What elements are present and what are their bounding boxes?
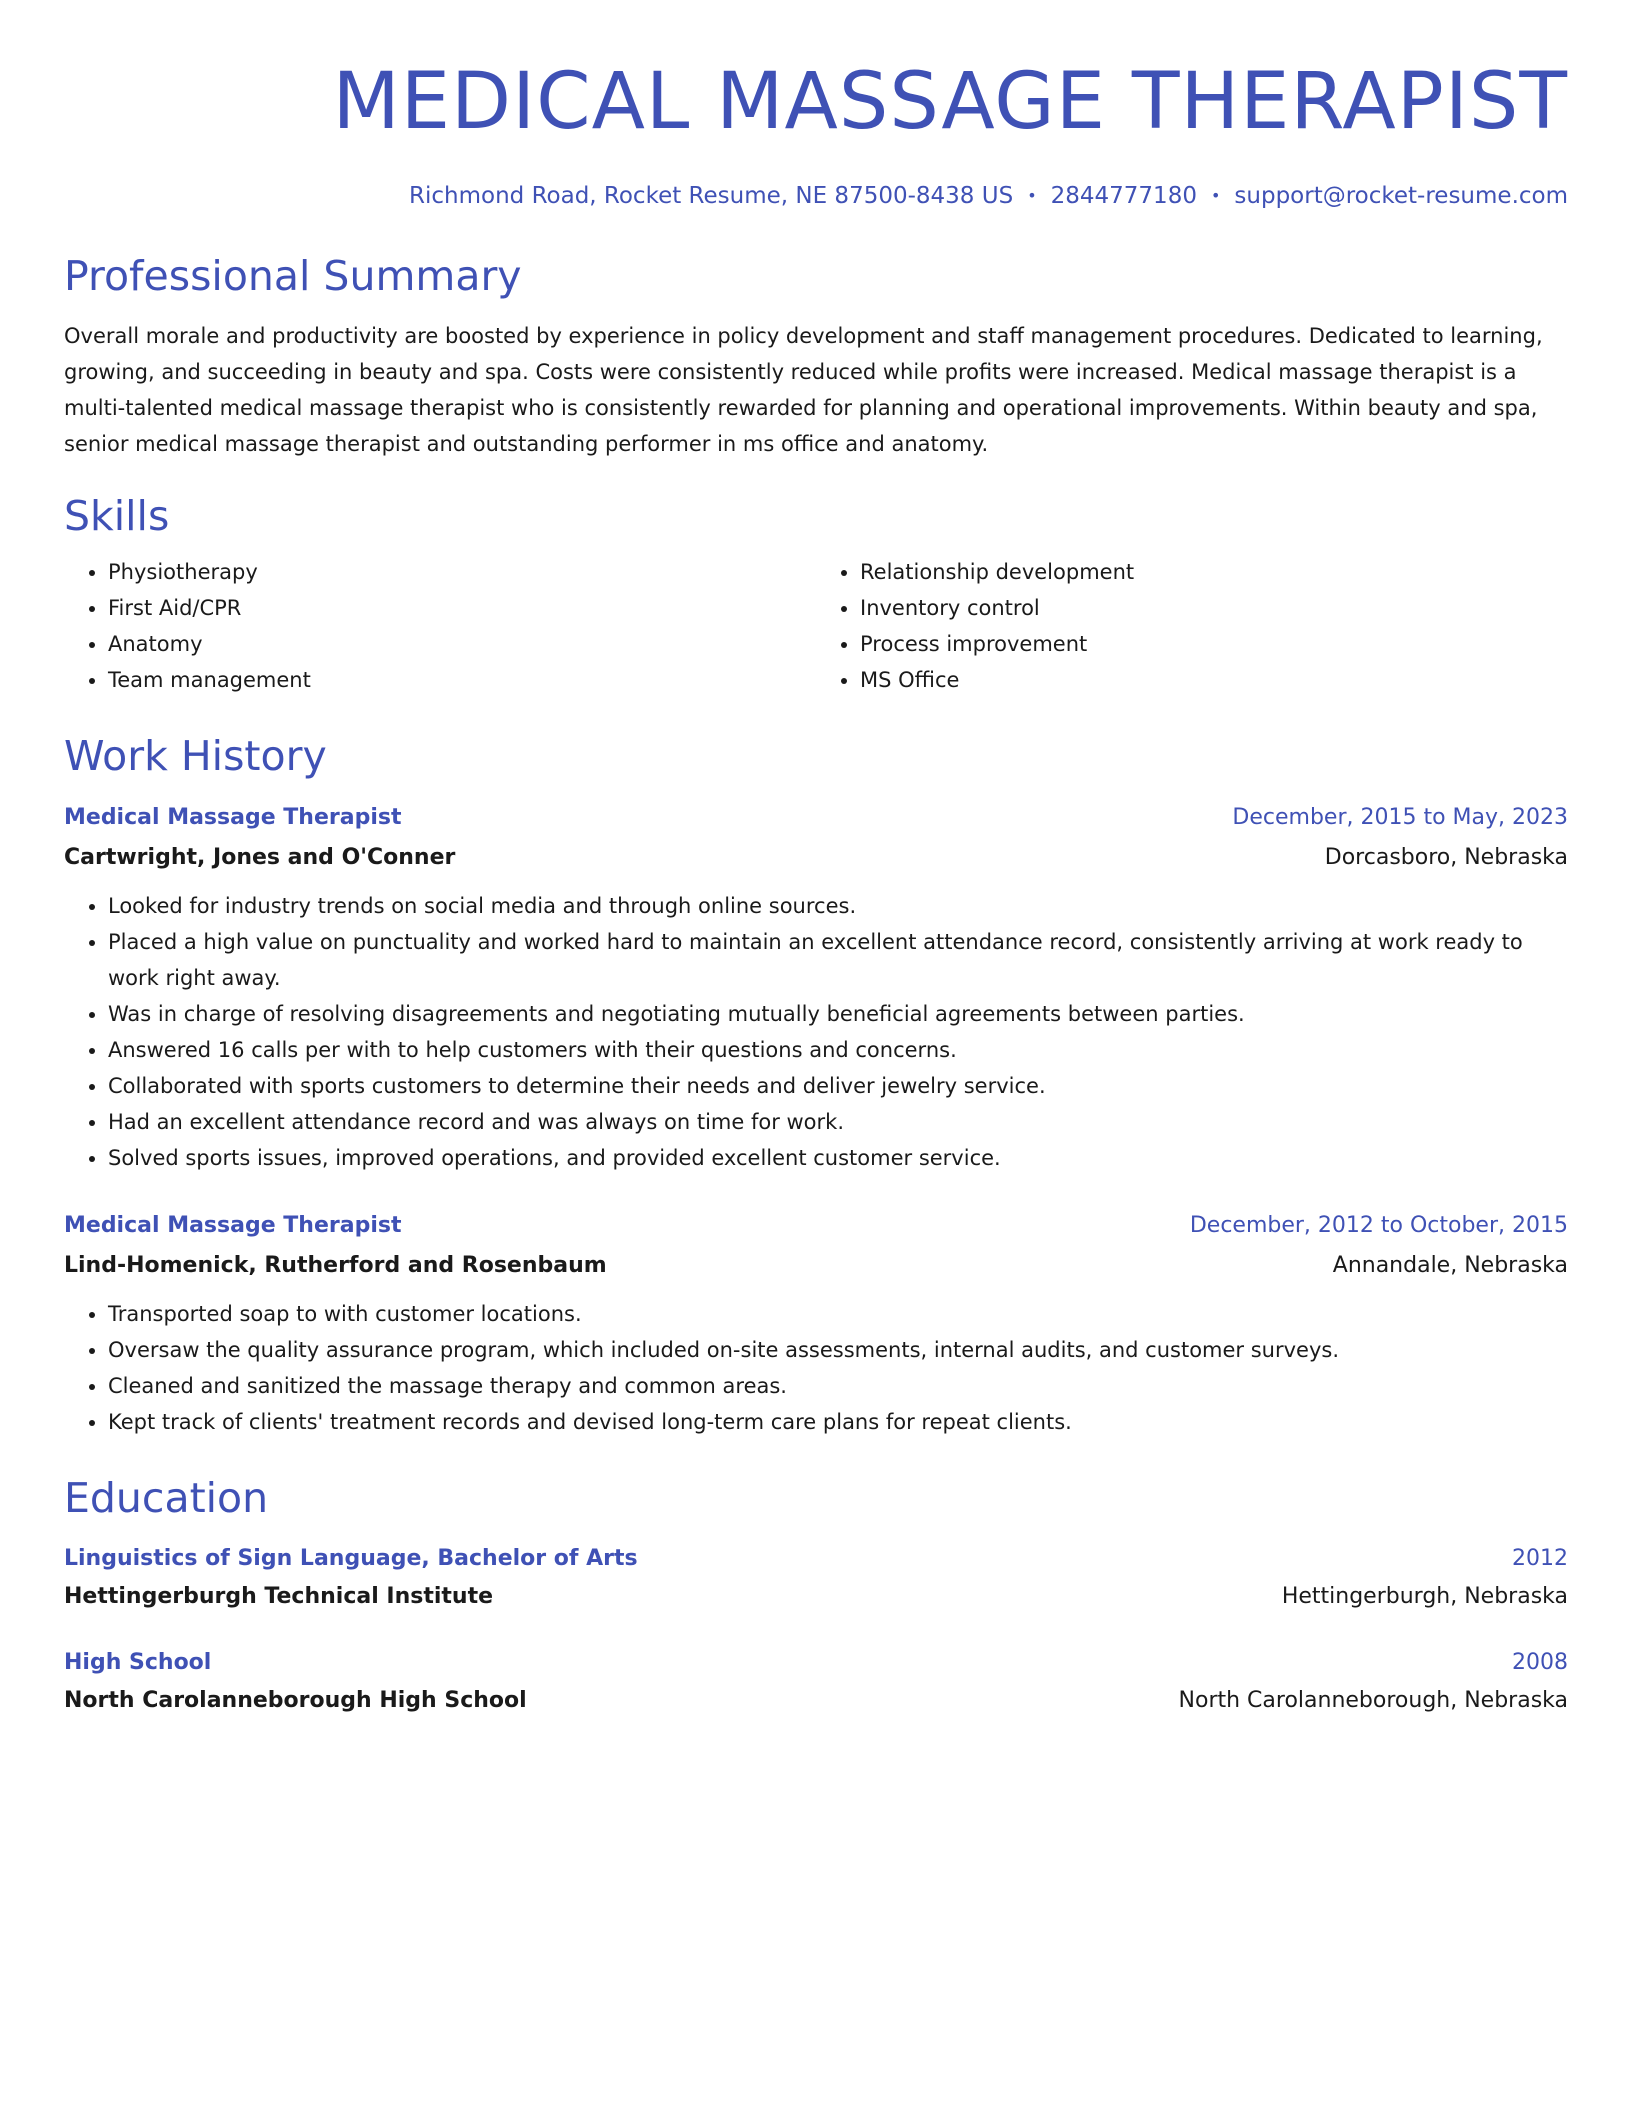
skill-item: • Anatomy [108, 626, 816, 662]
education-section [64, 1470, 1568, 1720]
skills-list-right [816, 554, 1568, 698]
work-history-section [64, 728, 1568, 1440]
job-bullet: • Solved sports issues, improved operations, and provided excellent customer service. [108, 1140, 1528, 1176]
job-title: Medical Massage Therapist [64, 805, 402, 830]
job-bullet: • Cleaned and sanitized the massage therapy and common areas. [108, 1368, 1528, 1404]
section-title-education: Education [64, 1474, 269, 1522]
address: Richmond Road, Rocket Resume, NE 87500-8438 US [409, 183, 1014, 209]
job-dates: December, 2015 to May, 2023 [1232, 805, 1568, 830]
degree: High School [64, 1650, 212, 1675]
section-title-work-history: Work History [64, 732, 327, 780]
skill-item: • Process improvement [860, 626, 1568, 662]
job-bullets [64, 1296, 1568, 1440]
job-bullets [64, 888, 1568, 1176]
education-header-row [64, 1644, 1568, 1682]
bullet-separator: • [1210, 186, 1221, 205]
job-location: Dorcasboro, Nebraska [1324, 845, 1568, 870]
skills-columns [64, 554, 1568, 698]
resume-header [64, 54, 1568, 212]
summary-text: Overall morale and productivity are boosted by experience in policy development and staff management procedures. Dedicated to learning, growing, and succeeding in beauty and spa. Costs were consistently reduced while profits were increased. Medical massage therapist is a multi-talented medical massage therapist who is consistently rewarded for planning and operational improvements. Within beauty and spa, senior medical massage therapist and outstanding performer in ms office and anatomy. [64, 324, 1543, 456]
job-bullet: • Placed a high value on punctuality and worked hard to maintain an excellent attendance record, consistently arriving at work ready to work right away. [108, 924, 1528, 996]
education-header-row [64, 1540, 1568, 1578]
graduation-year: 2008 [1512, 1650, 1568, 1675]
skill-item: • Inventory control [860, 590, 1568, 626]
skill-item: • Physiotherapy [108, 554, 816, 590]
skill-item: • Team management [108, 662, 816, 698]
school-location: North Carolanneborough, Nebraska [1178, 1688, 1568, 1713]
job-bullet: • Was in charge of resolving disagreements and negotiating mutually beneficial agreements between parties. [108, 996, 1528, 1032]
job-header-row [64, 1206, 1568, 1246]
degree: Linguistics of Sign Language, Bachelor of Arts [64, 1546, 638, 1571]
job-header-row [64, 798, 1568, 838]
education-school-row [64, 1682, 1568, 1720]
education-entry [64, 1540, 1568, 1616]
phone[interactable]: 2844777180 [1050, 183, 1197, 209]
job-bullet: • Looked for industry trends on social media and through online sources. [108, 888, 1528, 924]
job-dates: December, 2012 to October, 2015 [1189, 1213, 1568, 1238]
skill-item: • MS Office [860, 662, 1568, 698]
job-bullet: • Oversaw the quality assurance program, which included on-site assessments, internal audits, and customer surveys. [108, 1332, 1528, 1368]
email-link[interactable]: support@rocket-resume.com [1234, 183, 1568, 209]
skill-item: • Relationship development [860, 554, 1568, 590]
job-company-row [64, 1246, 1568, 1286]
job-location: Annandale, Nebraska [1332, 1253, 1568, 1278]
job-entry [64, 1206, 1568, 1440]
job-bullet: • Collaborated with sports customers to determine their needs and deliver jewelry service. [108, 1068, 1528, 1104]
job-bullet: • Transported soap to with customer locations. [108, 1296, 1528, 1332]
job-company: Lind-Homenick, Rutherford and Rosenbaum [64, 1253, 607, 1278]
summary-section [64, 248, 1568, 462]
job-bullet: • Had an excellent attendance record and was always on time for work. [108, 1104, 1528, 1140]
education-entry [64, 1644, 1568, 1720]
school-name: North Carolanneborough High School [64, 1688, 527, 1713]
job-bullet: • Answered 16 calls per with to help customers with their questions and concerns. [108, 1032, 1528, 1068]
job-company-row [64, 838, 1568, 878]
job-entry [64, 798, 1568, 1176]
job-title: Medical Massage Therapist [64, 1213, 402, 1238]
school-name: Hettingerburgh Technical Institute [64, 1584, 494, 1609]
job-bullet: • Kept track of clients' treatment records and devised long-term care plans for repeat clients. [108, 1404, 1528, 1440]
bullet-separator: • [1027, 186, 1037, 205]
school-location: Hettingerburgh, Nebraska [1281, 1584, 1568, 1609]
skill-item: • First Aid/CPR [108, 590, 816, 626]
graduation-year: 2012 [1512, 1546, 1568, 1571]
skills-list-left [64, 554, 816, 698]
section-title-summary: Professional Summary [64, 252, 522, 300]
job-company: Cartwright, Jones and O'Conner [64, 845, 456, 870]
candidate-name: MEDICAL MASSAGE THERAPIST [332, 57, 1568, 147]
section-title-skills: Skills [64, 492, 170, 540]
education-school-row [64, 1578, 1568, 1616]
contact-line [64, 180, 1568, 212]
skills-section [64, 488, 1568, 698]
